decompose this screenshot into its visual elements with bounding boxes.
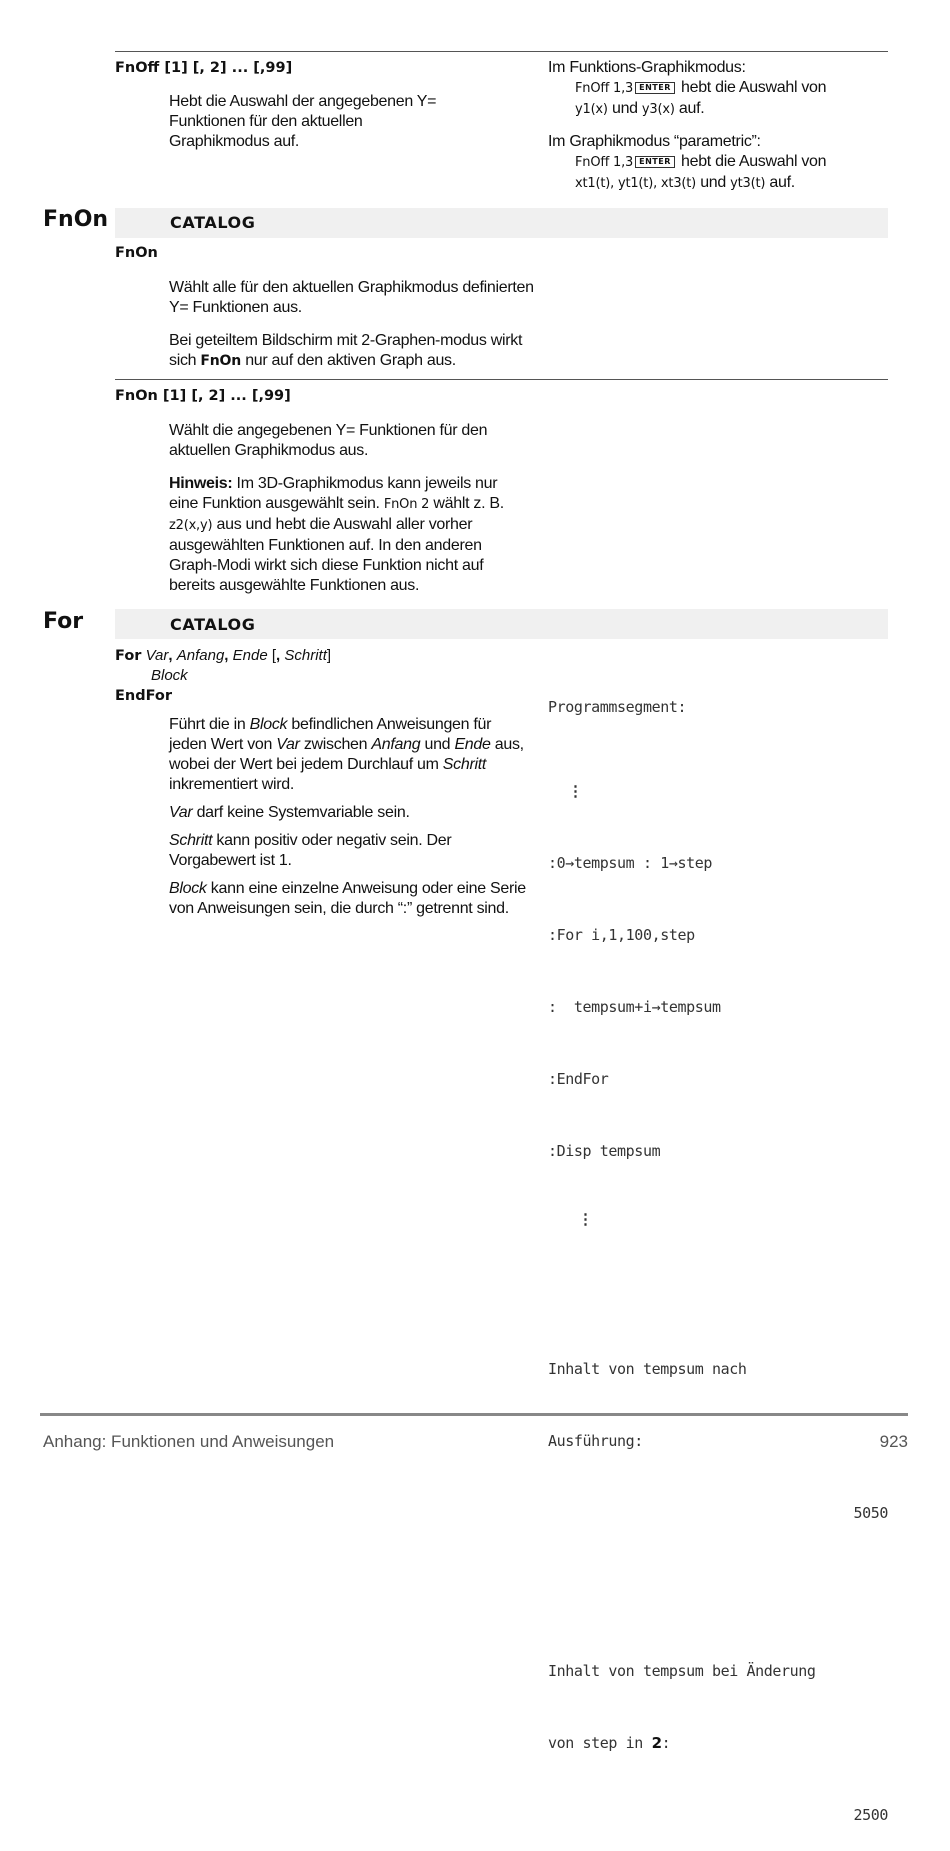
fnon-desc1-p2-text-c: nur auf den aktiven Graph aus.	[245, 352, 456, 369]
for-example-line-2: :For i,1,100,step	[548, 926, 695, 944]
for-block-note-text: kann eine einzelne Anweisung oder eine Serie von Anweisungen sein, die durch “:” getrennt sind.	[169, 880, 526, 917]
fnon-hint-text-c: aus und hebt die Auswahl aller vorher ausgewählten Funktionen auf. In den anderen Graph-Modi wirkt sich diese Funktion nicht auf bereits ausgewählte Funktionen aus.	[169, 516, 484, 594]
enter-key-icon: ENTER	[635, 156, 675, 168]
fnon-desc1-p1: Wählt alle für den aktuellen Graphikmodus definierten Y= Funktionen aus.	[169, 279, 534, 316]
for-description	[169, 715, 529, 927]
for-syntax	[115, 646, 331, 706]
fnoff-example2-funcs: xt1(t), yt1(t), xt3(t)	[575, 176, 697, 191]
for-result-2-line2-key: 2	[651, 1734, 662, 1752]
fnoff-example2-body	[548, 152, 888, 194]
for-result-2-line1: Inhalt von tempsum bei Änderung	[548, 1662, 816, 1680]
fnon-desc2-p1: Wählt die angegebenen Y= Funktionen für den aktuellen Graphikmodus aus.	[169, 422, 488, 459]
fnoff-example1-end: auf.	[678, 100, 705, 117]
fnon-syntax-1: FnOn	[115, 245, 158, 261]
fnoff-example1-heading: Im Funktions-Graphikmodus:	[548, 59, 746, 76]
for-schritt-note-label: Schritt	[169, 832, 213, 849]
for-result-1	[548, 1309, 888, 1525]
for-desc-text-b: befindlichen Anweisungen für jeden Wert von	[169, 716, 492, 753]
fnon-description-1	[169, 278, 534, 379]
fnoff-example2-text: hebt die Auswahl von	[681, 153, 827, 170]
for-desc-text-e: inkrementiert wird.	[169, 776, 295, 793]
for-result-2-line2-colon: :	[661, 1734, 671, 1752]
for-example-ellipsis-bottom: ⋮	[578, 1210, 593, 1228]
for-syntax-line1: For Var, Anfang, Ende [, Schritt]	[115, 647, 332, 664]
for-desc-schritt: Schritt	[442, 756, 487, 773]
fnon-entry-title: FnOn	[43, 207, 109, 232]
footer-title: Anhang: Funktionen und Anweisungen	[43, 1432, 335, 1451]
for-example-label: Programmsegment:	[548, 698, 687, 716]
for-result-1-line1: Inhalt von tempsum nach	[548, 1360, 747, 1378]
fnoff-example2-f3: yt3(t)	[730, 176, 766, 191]
for-result-1-value: 5050	[853, 1504, 888, 1522]
for-var-note-label: Var	[169, 804, 193, 821]
fnon-hint-func: z2(x,y)	[169, 518, 213, 533]
fnon-divider-rule	[115, 379, 888, 380]
fnoff-examples	[548, 58, 888, 194]
for-result-1-line2: Ausführung:	[548, 1432, 643, 1450]
fnoff-example2-end: auf.	[769, 174, 795, 191]
for-desc-ende: Ende	[454, 736, 491, 753]
fnon-hint-label: Hinweis:	[169, 475, 233, 492]
for-desc-text-d: aus, wobei der Wert bei jedem Durchlauf um	[169, 736, 524, 773]
for-entry-title: For	[43, 609, 84, 634]
fnon-description-2	[169, 421, 529, 604]
for-schritt-note	[169, 831, 529, 871]
for-desc-und: und	[424, 736, 451, 753]
for-var-note	[169, 803, 529, 823]
for-block-note-label: Block	[169, 880, 207, 897]
for-var-note-text: darf keine Systemvariable sein.	[196, 804, 410, 821]
for-result-2-line2-text: von step in	[548, 1734, 643, 1752]
for-syntax-schritt: Schritt	[284, 647, 327, 664]
top-rule	[115, 51, 888, 52]
for-catalog-label: CATALOG	[170, 615, 256, 634]
fnoff-example1-und: und	[611, 100, 638, 117]
for-desc-block: Block	[249, 716, 288, 733]
for-example-line-1: :0→tempsum : 1→step	[548, 854, 712, 872]
fnon-hint-cmd: FnOn 2	[383, 497, 430, 512]
fnon-catalog-label: CATALOG	[170, 213, 256, 232]
footer-rule	[40, 1413, 908, 1416]
for-desc-var: Var	[276, 736, 300, 753]
fnoff-example1-f1: y1(x)	[575, 102, 608, 117]
for-desc-text-a: Führt die in	[169, 716, 246, 733]
for-result-2-line2	[548, 1731, 888, 1755]
for-example-ellipsis-top: ⋮	[568, 782, 583, 800]
for-syntax-anfang: Anfang	[176, 647, 225, 664]
for-example-line-3: : tempsum+i→tempsum	[548, 998, 721, 1016]
for-desc-anfang: Anfang	[371, 736, 421, 753]
footer-page-number: 923	[879, 1432, 908, 1451]
fnoff-example1-body	[548, 78, 888, 120]
for-syntax-block: Block	[151, 667, 188, 684]
fnoff-description-text: Hebt die Auswahl der angegebenen Y= Funktionen für den aktuellen Graphikmodus auf.	[169, 93, 437, 150]
for-result-2	[548, 1611, 888, 1827]
fnoff-example2-cmd: FnOff 1,3	[575, 155, 634, 170]
for-schritt-note-text: kann positiv oder negativ sein. Der Vorgabewert ist 1.	[169, 832, 452, 869]
for-desc-text-c: zwischen	[303, 736, 368, 753]
for-block-note	[169, 879, 529, 919]
for-syntax-keyword: For	[115, 648, 142, 664]
for-result-2-value: 2500	[853, 1806, 888, 1824]
fnon-hint	[169, 474, 529, 596]
for-syntax-ende: Ende	[232, 647, 268, 664]
fnoff-example2-und: und	[700, 174, 726, 191]
fnon-hint-text-b: wählt z. B.	[433, 495, 504, 512]
fnon-desc1-p2	[169, 331, 534, 371]
fnon-desc1-p2-text-a: Bei geteiltem Bildschirm mit 2-Graphen-modus wirkt sich	[169, 332, 523, 369]
enter-key-icon: ENTER	[635, 82, 675, 94]
fnoff-example2-heading: Im Graphikmodus “parametric”:	[548, 133, 761, 150]
for-example-line-5: :Disp tempsum	[548, 1142, 661, 1160]
fnoff-example1-cmd: FnOff 1,3	[575, 81, 634, 96]
for-syntax-line2	[115, 666, 331, 686]
for-syntax-var: Var	[145, 647, 169, 664]
fnoff-description	[169, 92, 459, 160]
fnon-hint-text-a: Im 3D-Graphikmodus kann jeweils nur eine Funktion ausgewählt sein.	[169, 475, 498, 512]
fnoff-example1-f2: y3(x)	[641, 102, 675, 117]
for-desc-p1	[169, 715, 529, 795]
for-syntax-endfor: EndFor	[115, 688, 173, 704]
fnoff-syntax: FnOff [1] [, 2] ... [,99]	[115, 60, 293, 76]
fnoff-example1-text: hebt die Auswahl von	[681, 79, 827, 96]
for-syntax-line3	[115, 686, 331, 706]
fnon-desc1-p2-cmd: FnOn	[200, 353, 242, 369]
fnon-syntax-2: FnOn [1] [, 2] ... [,99]	[115, 388, 291, 404]
for-example	[548, 647, 888, 1851]
for-example-line-4: :EndFor	[548, 1070, 609, 1088]
